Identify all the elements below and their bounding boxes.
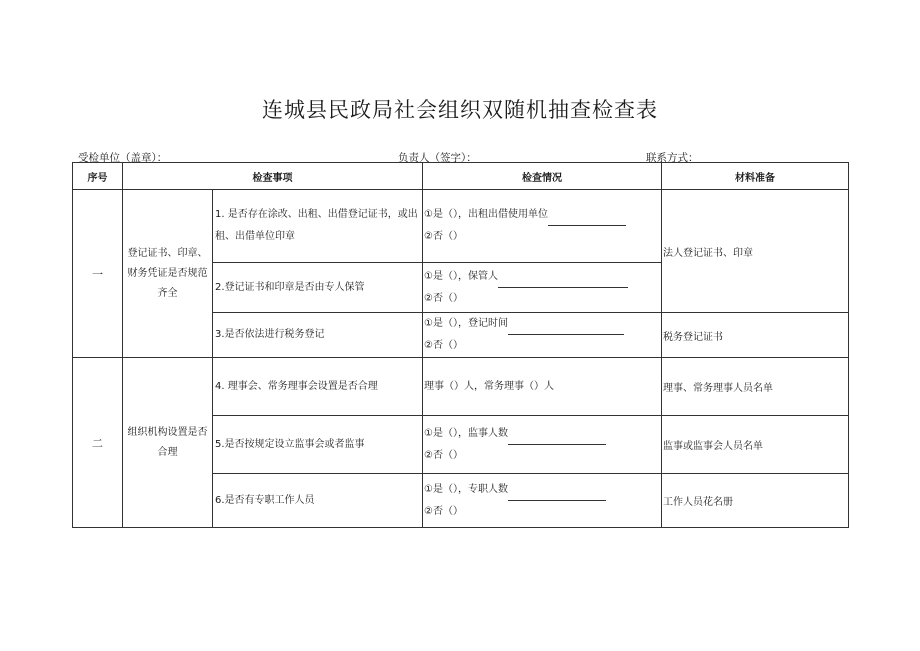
- fill-blank[interactable]: [548, 214, 626, 226]
- status-option-yes: ①是（），登记时间: [424, 318, 508, 329]
- status-option-no: ②否（）: [424, 340, 463, 351]
- fill-blank[interactable]: [508, 489, 606, 501]
- check-item: 3.是否依法进行税务登记: [213, 313, 423, 358]
- check-item: 6.是否有专职工作人员: [213, 474, 423, 528]
- inspection-table: [72, 162, 849, 528]
- status-option-no: ②否（）: [424, 449, 463, 461]
- status-option-no: ②否（）: [424, 231, 463, 242]
- check-status[interactable]: 理事（）人，常务理事（）人: [423, 358, 662, 416]
- materials-cell: 监事或监事会人员名单: [662, 416, 849, 474]
- group-category: 组织机构设置是否合理: [123, 358, 213, 528]
- group-category: 登记证书、印章、财务凭证是否规范齐全: [123, 190, 213, 358]
- check-item: 5.是否按规定设立监事会或者监事: [213, 416, 423, 474]
- group-number: 一: [73, 190, 123, 358]
- header-materials: 材料准备: [662, 163, 849, 190]
- check-item: 2.登记证书和印章是否由专人保管: [213, 263, 423, 313]
- table-row: [73, 190, 849, 263]
- check-status[interactable]: [423, 190, 662, 263]
- group-number: 二: [73, 358, 123, 528]
- status-option-yes: ①是（），专职人数: [424, 483, 508, 495]
- check-status[interactable]: [423, 474, 662, 528]
- header-number: 序号: [73, 163, 123, 190]
- fill-blank[interactable]: [498, 276, 628, 288]
- status-option-yes: ①是（），保管人: [424, 270, 498, 282]
- check-status[interactable]: [423, 313, 662, 358]
- header-item: 检查事项: [123, 163, 423, 190]
- fill-blank[interactable]: [508, 433, 606, 445]
- status-option-no: ②否（）: [424, 292, 463, 304]
- person-in-charge-label: 负责人（签字）：: [398, 152, 477, 164]
- check-item: 4. 理事会、常务理事会设置是否合理: [213, 358, 423, 416]
- inspected-unit-label: 受检单位（盖章）：: [78, 152, 168, 164]
- table-header-row: [73, 163, 849, 190]
- fill-blank[interactable]: [508, 323, 624, 335]
- materials-cell: 理事、常务理事人员名单: [662, 358, 849, 416]
- status-option-yes: ①是（），监事人数: [424, 427, 508, 439]
- check-status[interactable]: [423, 263, 662, 313]
- status-option-yes: ①是（），出租出借使用单位: [424, 209, 548, 220]
- materials-cell: 税务登记证书: [662, 313, 849, 358]
- table-row: [73, 358, 849, 416]
- header-status: 检查情况: [423, 163, 662, 190]
- check-status[interactable]: [423, 416, 662, 474]
- contact-label: 联系方式：: [646, 152, 699, 164]
- materials-cell: 工作人员花名册: [662, 474, 849, 528]
- page-title: 连城县民政局社会组织双随机抽查检查表: [262, 98, 658, 122]
- materials-cell: 法人登记证书、印章: [662, 190, 849, 313]
- check-item: 1. 是否存在涂改、出租、出借登记证书，或出租、出借单位印章: [213, 190, 423, 263]
- status-option-no: ②否（）: [424, 505, 463, 517]
